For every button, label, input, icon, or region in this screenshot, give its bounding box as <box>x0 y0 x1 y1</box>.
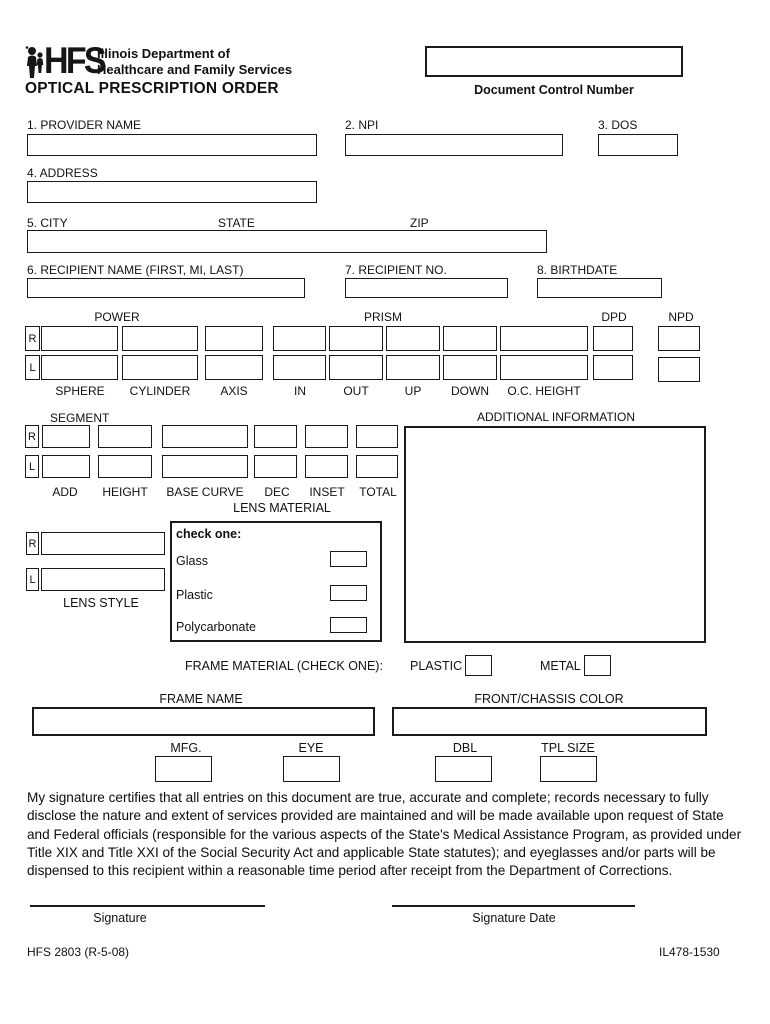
address-label: 4. ADDRESS <box>27 166 98 180</box>
birthdate-label: 8. BIRTHDATE <box>537 263 618 277</box>
front-chassis-color-label: FRONT/CHASSIS COLOR <box>474 692 624 706</box>
agency-name <box>97 46 292 78</box>
power-l-sphere-box[interactable] <box>41 355 118 380</box>
frame-name-box[interactable] <box>32 707 375 736</box>
additional-information-box[interactable] <box>404 426 706 643</box>
total-label: TOTAL <box>359 485 397 499</box>
polycarbonate-checkbox[interactable] <box>330 617 367 633</box>
segment-l-height-box[interactable] <box>98 455 152 478</box>
provider-name-label: 1. PROVIDER NAME <box>27 118 142 132</box>
prism-header: PRISM <box>363 310 403 324</box>
dbl-box[interactable] <box>435 756 492 782</box>
dpd-l-box[interactable] <box>593 355 633 380</box>
frame-metal-label: METAL <box>540 659 581 673</box>
provider-name-box[interactable] <box>27 134 317 156</box>
frame-material-label: FRAME MATERIAL (CHECK ONE): <box>185 659 383 673</box>
frame-metal-checkbox[interactable] <box>584 655 611 676</box>
city-state-zip-box[interactable] <box>27 230 547 253</box>
lens-style-l-box[interactable] <box>41 568 165 591</box>
power-row-r-tag: R <box>25 326 40 351</box>
signature-date-label: Signature Date <box>472 911 556 925</box>
form-number: HFS 2803 (R-5-08) <box>27 945 130 959</box>
dec-label: DEC <box>264 485 290 499</box>
address-box[interactable] <box>27 181 317 203</box>
prism-l-down-box[interactable] <box>443 355 497 380</box>
power-r-sphere-box[interactable] <box>41 326 118 351</box>
signature-label: Signature <box>93 911 147 925</box>
recipient-name-box[interactable] <box>27 278 305 298</box>
power-header: POWER <box>94 310 140 324</box>
dos-box[interactable] <box>598 134 678 156</box>
recipient-name-label: 6. RECIPIENT NAME (FIRST, MI, LAST) <box>27 263 244 277</box>
agency-line2: Healthcare and Family Services <box>97 62 293 77</box>
base-curve-label: BASE CURVE <box>166 485 244 499</box>
front-chassis-color-box[interactable] <box>392 707 707 736</box>
cylinder-label: CYLINDER <box>129 384 191 398</box>
down-label: DOWN <box>451 384 489 398</box>
state-label: STATE <box>218 216 255 230</box>
additional-information-label: ADDITIONAL INFORMATION <box>476 410 636 424</box>
hfs-logo-text: HFS <box>44 40 104 81</box>
segment-l-dec-box[interactable] <box>254 455 297 478</box>
form-title: OPTICAL PRESCRIPTION ORDER <box>25 80 279 97</box>
npd-r-box[interactable] <box>658 326 700 351</box>
segment-r-height-box[interactable] <box>98 425 152 448</box>
glass-checkbox[interactable] <box>330 551 367 567</box>
segment-r-base-curve-box[interactable] <box>162 425 248 448</box>
glass-label: Glass <box>176 554 208 568</box>
dpd-r-box[interactable] <box>593 326 633 351</box>
segment-r-total-box[interactable] <box>356 425 398 448</box>
segment-header: SEGMENT <box>50 411 110 425</box>
out-label: OUT <box>343 384 369 398</box>
plastic-label: Plastic <box>176 588 213 602</box>
dbl-label: DBL <box>452 741 478 755</box>
prism-l-up-box[interactable] <box>386 355 440 380</box>
height-label: HEIGHT <box>102 485 148 499</box>
npd-header: NPD <box>668 310 694 324</box>
prism-r-in-box[interactable] <box>273 326 326 351</box>
frame-name-label: FRAME NAME <box>159 692 243 706</box>
document-control-number-label: Document Control Number <box>474 83 634 97</box>
segment-l-total-box[interactable] <box>356 455 398 478</box>
segment-row-r-tag: R <box>25 425 39 448</box>
segment-l-base-curve-box[interactable] <box>162 455 248 478</box>
mfg-label: MFG. <box>170 741 202 755</box>
frame-plastic-checkbox[interactable] <box>465 655 492 676</box>
lens-style-label: LENS STYLE <box>63 596 139 610</box>
plastic-checkbox[interactable] <box>330 585 367 601</box>
power-r-axis-box[interactable] <box>205 326 263 351</box>
check-one-label: check one: <box>176 527 242 541</box>
zip-label: ZIP <box>410 216 429 230</box>
segment-l-inset-box[interactable] <box>305 455 348 478</box>
prism-l-out-box[interactable] <box>329 355 383 380</box>
document-control-number-box[interactable] <box>425 46 683 77</box>
lens-style-r-box[interactable] <box>41 532 165 555</box>
eye-box[interactable] <box>283 756 340 782</box>
dpd-header: DPD <box>601 310 627 324</box>
oc-height-r-box[interactable] <box>500 326 588 351</box>
birthdate-box[interactable] <box>537 278 662 298</box>
recipient-no-label: 7. RECIPIENT NO. <box>345 263 447 277</box>
power-row-l-tag: L <box>25 355 40 380</box>
in-label: IN <box>294 384 306 398</box>
segment-r-dec-box[interactable] <box>254 425 297 448</box>
prism-l-in-box[interactable] <box>273 355 326 380</box>
eye-label: EYE <box>298 741 324 755</box>
signature-line[interactable] <box>30 905 265 907</box>
form-code: IL478-1530 <box>659 945 720 959</box>
hfs-family-icon <box>24 44 46 85</box>
recipient-no-box[interactable] <box>345 278 508 298</box>
power-r-cylinder-box[interactable] <box>122 326 198 351</box>
axis-label: AXIS <box>220 384 248 398</box>
add-label: ADD <box>52 485 78 499</box>
frame-plastic-label: PLASTIC <box>410 659 463 673</box>
lens-material-header: LENS MATERIAL <box>233 501 331 515</box>
segment-r-inset-box[interactable] <box>305 425 348 448</box>
npi-label: 2. NPI <box>345 118 379 132</box>
tpl-size-box[interactable] <box>540 756 597 782</box>
tpl-size-label: TPL SIZE <box>541 741 595 755</box>
power-l-cylinder-box[interactable] <box>122 355 198 380</box>
lens-style-row-l-tag: L <box>26 568 39 591</box>
segment-r-add-box[interactable] <box>42 425 90 448</box>
agency-line1: Illinois Department of <box>97 46 230 61</box>
polycarbonate-label: Polycarbonate <box>176 620 256 634</box>
inset-label: INSET <box>309 485 345 499</box>
prism-r-down-box[interactable] <box>443 326 497 351</box>
power-l-axis-box[interactable] <box>205 355 263 380</box>
segment-row-l-tag: L <box>25 455 39 478</box>
signature-date-line[interactable] <box>392 905 635 907</box>
certification-text: My signature certifies that all entries on this document are true, accurate and complete; records necessary to fully disclose the nature and extent of services provided are maintained and will be made available upon request of State and Federal officials (responsible for the various aspects of the State's Medical Assistance Program, as provided under Title XIX and Title XXI of the Social Security Act and applicable State statutes); and eyeglasses and/or parts will be dispensed to this recipient within a reasonable time period after receipt from the Department of Corrections. <box>27 790 742 879</box>
oc-height-l-box[interactable] <box>500 355 588 380</box>
mfg-box[interactable] <box>155 756 212 782</box>
npd-l-box[interactable] <box>658 357 700 382</box>
dos-label: 3. DOS <box>598 118 638 132</box>
city-label: 5. CITY <box>27 216 68 230</box>
prism-r-out-box[interactable] <box>329 326 383 351</box>
segment-l-add-box[interactable] <box>42 455 90 478</box>
npi-box[interactable] <box>345 134 563 156</box>
oc-height-label: O.C. HEIGHT <box>507 384 581 398</box>
sphere-label: SPHERE <box>55 384 105 398</box>
prism-r-up-box[interactable] <box>386 326 440 351</box>
lens-style-row-r-tag: R <box>26 532 39 555</box>
up-label: UP <box>404 384 422 398</box>
